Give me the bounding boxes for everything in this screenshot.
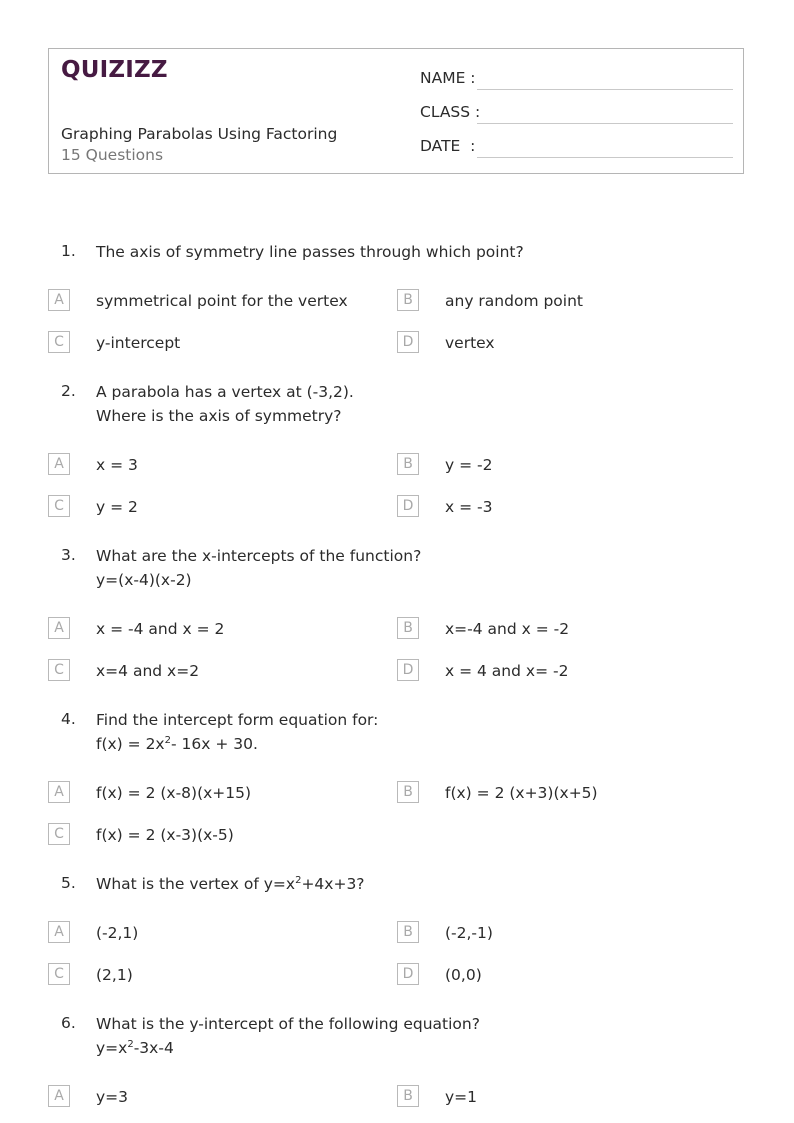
- question-number: 2.: [61, 382, 76, 400]
- question-line: [96, 872, 365, 896]
- option-letter-box: A: [48, 617, 70, 639]
- question-number: 6.: [61, 1014, 76, 1032]
- name-label: NAME :: [420, 69, 476, 87]
- option-text: any random point: [445, 292, 583, 310]
- option-letter-box: C: [48, 331, 70, 353]
- class-label: CLASS :: [420, 103, 481, 121]
- option-text: x = 3: [96, 456, 138, 474]
- question-line: [96, 1036, 480, 1060]
- option-text: (-2,-1): [445, 924, 493, 942]
- question-line: What is the y-intercept of the following equation?: [96, 1015, 480, 1033]
- question-count: 15 Questions: [61, 146, 164, 164]
- question-line: A parabola has a vertex at (-3,2).: [96, 383, 354, 401]
- option-letter-box: B: [397, 921, 419, 943]
- question-text: [96, 544, 421, 592]
- option-text: y=1: [445, 1088, 478, 1106]
- question-text: [96, 872, 365, 896]
- option-text: x=-4 and x = -2: [445, 620, 570, 638]
- option-text: y = -2: [445, 456, 493, 474]
- question-part: What is the vertex of y=x: [96, 875, 296, 893]
- name-field: [420, 67, 733, 91]
- option-text: (2,1): [96, 966, 133, 984]
- question-line: y=(x-4)(x-2): [96, 571, 192, 589]
- question-number: 3.: [61, 546, 76, 564]
- quizizz-logo: QUIZIZZ: [61, 57, 168, 83]
- option-text: y = 2: [96, 498, 138, 516]
- question-number: 1.: [61, 242, 76, 260]
- option-letter-box: A: [48, 1085, 70, 1107]
- option-letter-box: D: [397, 659, 419, 681]
- option-letter-box: B: [397, 1085, 419, 1107]
- equation-part: - 16x + 30.: [170, 735, 258, 753]
- equation-part: y=x: [96, 1039, 128, 1057]
- option-letter-box: D: [397, 963, 419, 985]
- exponent: 2: [295, 875, 302, 886]
- class-field: [420, 101, 733, 125]
- option-letter-box: D: [397, 331, 419, 353]
- option-text: x = 4 and x= -2: [445, 662, 569, 680]
- question-text: [96, 1012, 480, 1060]
- question-line: The axis of symmetry line passes through which point?: [96, 243, 524, 261]
- option-letter-box: C: [48, 659, 70, 681]
- option-text: symmetrical point for the vertex: [96, 292, 348, 310]
- question-text: [96, 708, 378, 756]
- option-letter-box: D: [397, 495, 419, 517]
- option-letter-box: A: [48, 781, 70, 803]
- exponent: 2: [127, 1039, 134, 1050]
- option-letter-box: B: [397, 617, 419, 639]
- equation-part: f(x) = 2x: [96, 735, 165, 753]
- exponent: 2: [164, 735, 171, 746]
- option-letter-box: C: [48, 823, 70, 845]
- option-text: f(x) = 2 (x-3)(x-5): [96, 826, 234, 844]
- class-line: [477, 123, 733, 124]
- option-text: vertex: [445, 334, 495, 352]
- option-text: f(x) = 2 (x+3)(x+5): [445, 784, 598, 802]
- question-line: Find the intercept form equation for:: [96, 711, 379, 729]
- option-letter-box: A: [48, 921, 70, 943]
- question-line: [96, 732, 378, 756]
- question-part: +4x+3?: [301, 875, 365, 893]
- date-line: [477, 157, 733, 158]
- worksheet-title: Graphing Parabolas Using Factoring: [61, 125, 338, 143]
- option-text: x = -4 and x = 2: [96, 620, 225, 638]
- option-letter-box: A: [48, 453, 70, 475]
- option-letter-box: B: [397, 453, 419, 475]
- option-letter-box: B: [397, 781, 419, 803]
- question-number: 4.: [61, 710, 76, 728]
- option-letter-box: A: [48, 289, 70, 311]
- question-text: [96, 240, 524, 264]
- equation-part: -3x-4: [133, 1039, 174, 1057]
- name-line: [477, 89, 733, 90]
- question-number: 5.: [61, 874, 76, 892]
- option-text: (-2,1): [96, 924, 139, 942]
- question-text: [96, 380, 354, 428]
- option-text: f(x) = 2 (x-8)(x+15): [96, 784, 252, 802]
- option-letter-box: C: [48, 495, 70, 517]
- option-text: y=3: [96, 1088, 129, 1106]
- question-line: Where is the axis of symmetry?: [96, 407, 342, 425]
- option-text: y-intercept: [96, 334, 181, 352]
- question-line: What are the x-intercepts of the function?: [96, 547, 422, 565]
- option-letter-box: B: [397, 289, 419, 311]
- option-text: x = -3: [445, 498, 493, 516]
- option-text: x=4 and x=2: [96, 662, 200, 680]
- worksheet-header: [48, 48, 744, 174]
- option-text: (0,0): [445, 966, 482, 984]
- option-letter-box: C: [48, 963, 70, 985]
- date-field: [420, 135, 733, 159]
- date-label: DATE :: [420, 137, 476, 155]
